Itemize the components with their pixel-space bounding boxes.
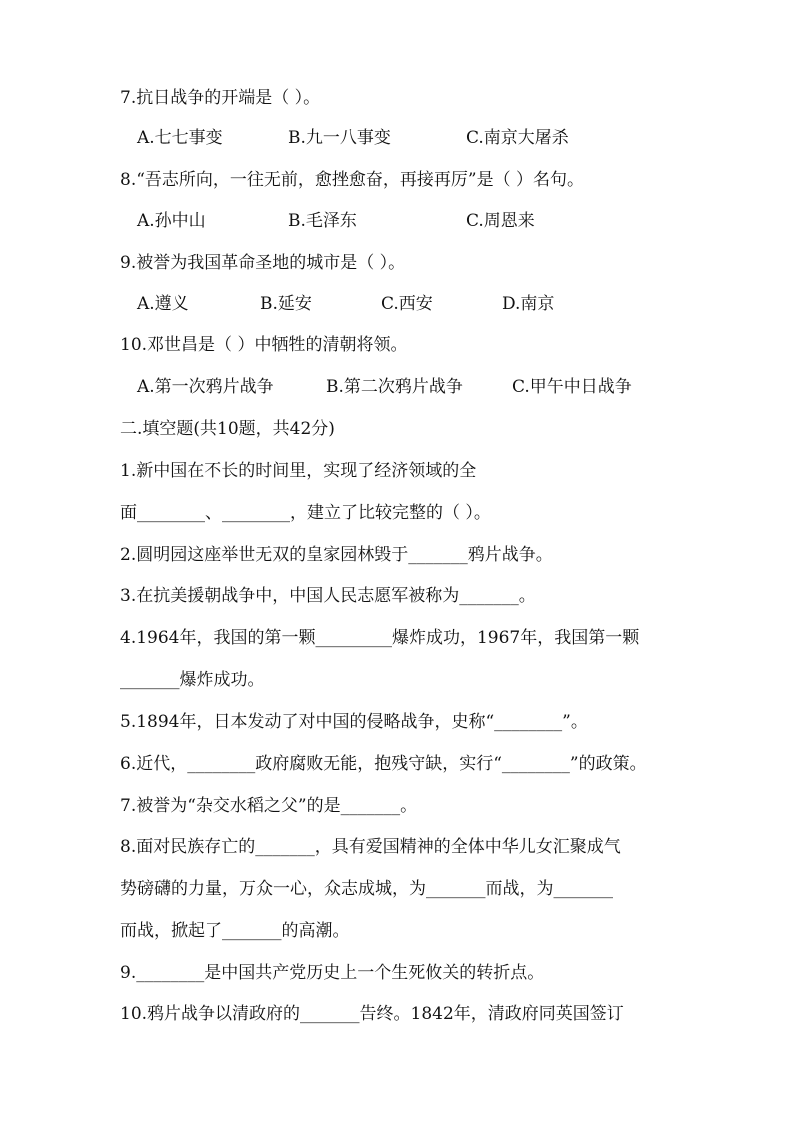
question-10-option-a: A.第一次鸦片战争 <box>137 377 274 397</box>
question-8-option-a: A.孙中山 <box>137 211 206 231</box>
fill-question-8-line-1: 8.面对民族存亡的_______，具有爱国精神的全体中华儿女汇聚成气 <box>120 837 621 857</box>
fill-question-4-line-2: _______爆炸成功。 <box>120 670 265 690</box>
fill-question-8-line-2: 势磅礴的力量，万众一心，众志成城，为_______而战，为_______ <box>120 879 613 899</box>
fill-question-6: 6.近代，________政府腐败无能，抱残守缺，实行“________”的政策。 <box>120 754 647 774</box>
question-10-option-b: B.第二次鸦片战争 <box>326 377 463 397</box>
fill-question-5: 5.1894年，日本发动了对中国的侵略战争，史称“________”。 <box>120 712 588 732</box>
question-9-option-d: D.南京 <box>502 294 555 314</box>
fill-question-1-line-1: 1.新中国在不长的时间里，实现了经济领域的全 <box>120 461 477 481</box>
question-8-option-c: C.周恩来 <box>466 211 535 231</box>
question-9-option-b: B.延安 <box>260 294 312 314</box>
question-9-option-a: A.遵义 <box>137 294 189 314</box>
question-7-option-a: A.七七事变 <box>137 128 223 148</box>
question-8-stem: 8.“吾志所向，一往无前，愈挫愈奋，再接再厉”是（ ）名句。 <box>120 170 585 190</box>
question-8-option-b: B.毛泽东 <box>288 211 357 231</box>
section-heading: 二.填空题(共10题，共42分) <box>120 419 335 439</box>
question-9-stem: 9.被誉为我国革命圣地的城市是（ ）。 <box>120 253 406 273</box>
fill-question-4-line-1: 4.1964年，我国的第一颗_________爆炸成功，1967年，我国第一颗 <box>120 628 640 648</box>
question-7-option-c: C.南京大屠杀 <box>466 128 569 148</box>
question-9-option-c: C.西安 <box>381 294 433 314</box>
fill-question-10: 10.鸦片战争以清政府的_______告终。1842年，清政府同英国签订 <box>120 1004 624 1024</box>
fill-question-2: 2.圆明园这座举世无双的皇家园林毁于_______鸦片战争。 <box>120 545 553 565</box>
fill-question-3: 3.在抗美援朝战争中，中国人民志愿军被称为_______。 <box>120 586 536 606</box>
fill-question-1-line-2: 面________、________，建立了比较完整的（ ）。 <box>120 503 491 523</box>
question-7-option-b: B.九一八事变 <box>288 128 391 148</box>
question-10-stem: 10.邓世昌是（ ）中牺牲的清朝将领。 <box>120 335 408 355</box>
fill-question-9: 9.________是中国共产党历史上一个生死攸关的转折点。 <box>120 963 545 983</box>
question-10-option-c: C.甲午中日战争 <box>512 377 632 397</box>
question-7-stem: 7.抗日战争的开端是（ ）。 <box>120 88 321 108</box>
fill-question-7: 7.被誉为“杂交水稻之父”的是_______。 <box>120 796 418 816</box>
fill-question-8-line-3: 而战，掀起了_______的高潮。 <box>120 921 350 941</box>
